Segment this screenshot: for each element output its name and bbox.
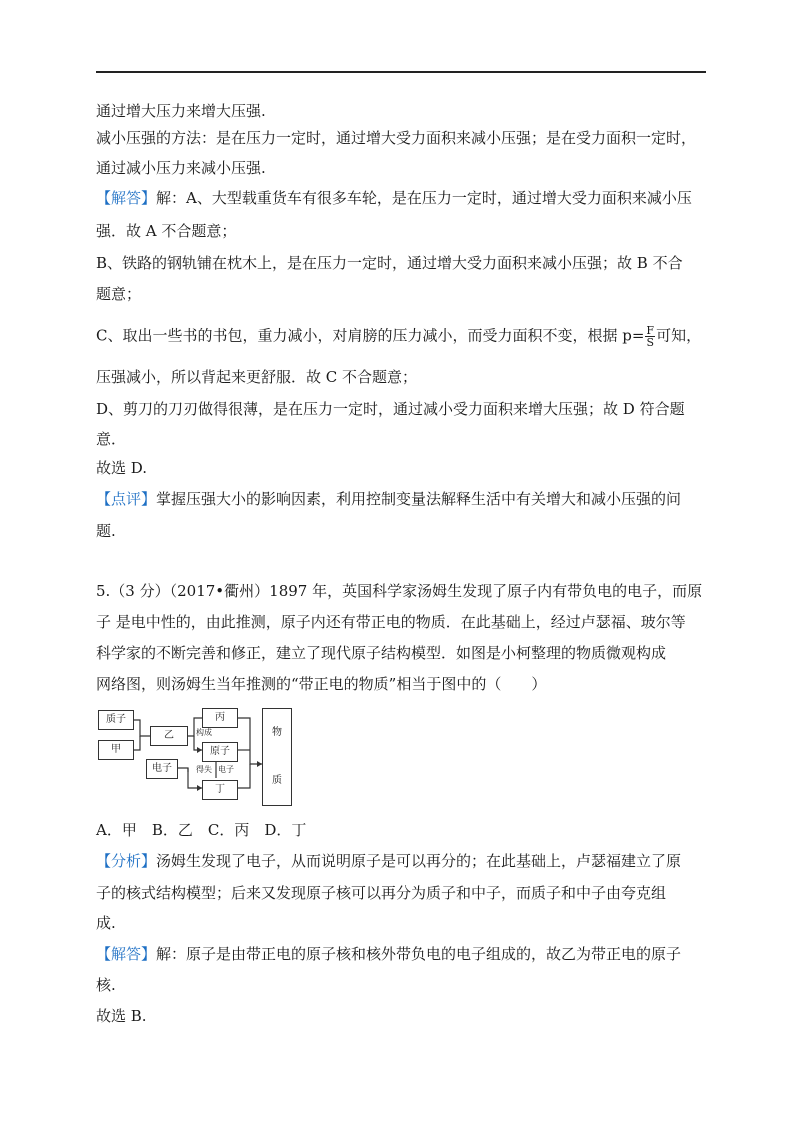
text-line: 故选 D. <box>96 459 148 477</box>
text-line: 核. <box>96 976 116 994</box>
box-bing: 丙 <box>202 708 238 728</box>
box-matter <box>262 708 292 806</box>
text-line: 题意； <box>96 285 142 303</box>
analysis-tag: 【分析】 <box>96 852 157 870</box>
box-ding: 丁 <box>202 780 238 800</box>
question-line: 科学家的不断完善和修正，建立了现代原子结构模型．如图是小柯整理的物质微观构成 <box>96 644 667 662</box>
answer-tag: 【解答】 <box>96 189 157 207</box>
matter-char-1: 物 <box>272 727 282 738</box>
answer-text: 解：A、大型载重货车有很多车轮，是在压力一定时，通过增大受力面积来减小压 <box>156 189 692 207</box>
question-line: 网络图，则汤姆生当年推测的“带正电的物质”相当于图中的（ ） <box>96 675 547 693</box>
label-compose: 构成 <box>196 728 212 737</box>
header-rule <box>96 71 706 73</box>
box-atom: 原子 <box>202 742 238 762</box>
text-line: 故选 B. <box>96 1007 147 1025</box>
comment-text: 掌握压强大小的影响因素，利用控制变量法解释生活中有关增大和减小压强的问 <box>156 490 682 508</box>
label-lose: 得失 <box>196 765 212 774</box>
text-line: 通过增大压力来增大压强. <box>96 102 266 120</box>
label-electron-small: 电子 <box>218 765 234 774</box>
text-line: D、剪刀的刀刃做得很薄，是在压力一定时，通过减小受力面积来增大压强；故 D 符合题 <box>96 400 685 418</box>
options-line: A．甲 B．乙 C．丙 D．丁 <box>96 821 307 839</box>
box-proton: 质子 <box>98 710 134 730</box>
answer-tag: 【解答】 <box>96 945 157 963</box>
text-line <box>96 325 701 348</box>
text-line: 成. <box>96 914 116 932</box>
text-line <box>96 489 681 509</box>
fraction-formula <box>645 325 655 348</box>
answer-text: 解：原子是由带正电的原子核和核外带负电的电子组成的，故乙为带正电的原子 <box>156 945 682 963</box>
box-yi: 乙 <box>150 726 188 746</box>
fraction-denominator: S <box>646 336 655 349</box>
matter-char-2: 质 <box>272 775 282 786</box>
text-line: 强．故 A 不合题意； <box>96 222 237 240</box>
box-jia: 甲 <box>98 740 134 760</box>
fraction-numerator: F <box>646 324 655 337</box>
text-line: 压强减小，所以背起来更舒服．故 C 不合题意； <box>96 368 418 386</box>
text-line: 子的核式结构模型；后来又发现原子核可以再分为质子和中子，而质子和中子由夸克组 <box>96 884 667 902</box>
text-line: B、铁路的钢轨铺在枕木上，是在压力一定时，通过增大受力面积来减小压强；故 B 不合 <box>96 254 683 272</box>
text-line <box>96 944 681 964</box>
text-line: 题. <box>96 522 116 540</box>
text-line: 通过减小压力来减小压强. <box>96 159 266 177</box>
text-line: 意． <box>96 430 127 448</box>
question-line: 5.（3 分）（2017•衢州）1897 年，英国科学家汤姆生发现了原子内有带负电的电子，而原 <box>96 582 703 600</box>
line-pre: C、取出一些书的书包，重力减小，对肩膀的压力减小，而受力面积不变，根据 p= <box>96 326 645 345</box>
text-line <box>96 851 681 871</box>
text-line <box>96 188 692 208</box>
box-electron: 电子 <box>146 759 178 779</box>
analysis-text: 汤姆生发现了电子，从而说明原子是可以再分的；在此基础上，卢瑟福建立了原 <box>156 852 682 870</box>
comment-tag: 【点评】 <box>96 490 157 508</box>
question-line: 子 是电中性的，由此推测，原子内还有带正电的物质．在此基础上，经过卢瑟福、玻尔等 <box>96 613 686 631</box>
text-line: 减小压强的方法：是在压力一定时，通过增大受力面积来减小压强；是在受力面积一定时， <box>96 129 697 147</box>
line-post: 可知， <box>656 326 702 345</box>
matter-structure-diagram <box>96 704 296 808</box>
